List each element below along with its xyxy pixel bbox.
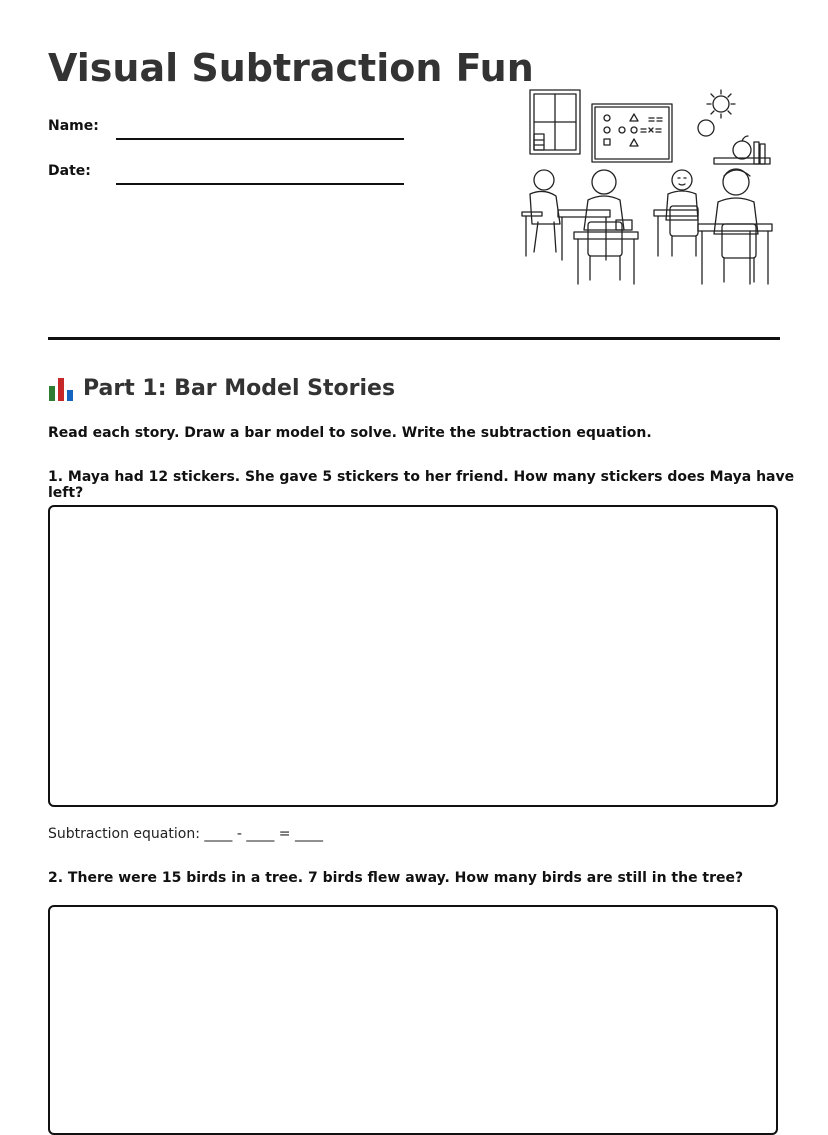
- name-label: Name:: [48, 118, 99, 134]
- header-divider: [48, 337, 780, 340]
- answer-box-1[interactable]: [48, 505, 778, 807]
- question-2: 2. There were 15 birds in a tree. 7 birds flew away. How many birds are still in the tree?: [48, 870, 744, 886]
- date-label: Date:: [48, 163, 91, 179]
- part1-heading: [48, 374, 395, 402]
- answer-box-2[interactable]: [48, 905, 778, 1135]
- part1-instructions: Read each story. Draw a bar model to solve. Write the subtraction equation.: [48, 425, 652, 441]
- bar-chart-icon: [48, 374, 74, 402]
- date-field[interactable]: [116, 183, 404, 185]
- worksheet-title: Visual Subtraction Fun: [48, 46, 534, 90]
- equation-line-1: Subtraction equation: ____ - ____ = ____: [48, 826, 323, 842]
- classroom-illustration: [518, 84, 782, 292]
- name-field[interactable]: [116, 138, 404, 140]
- part1-title: Part 1: Bar Model Stories: [83, 375, 396, 401]
- question-1: 1. Maya had 12 stickers. She gave 5 stickers to her friend. How many stickers does Maya have left?: [48, 469, 795, 501]
